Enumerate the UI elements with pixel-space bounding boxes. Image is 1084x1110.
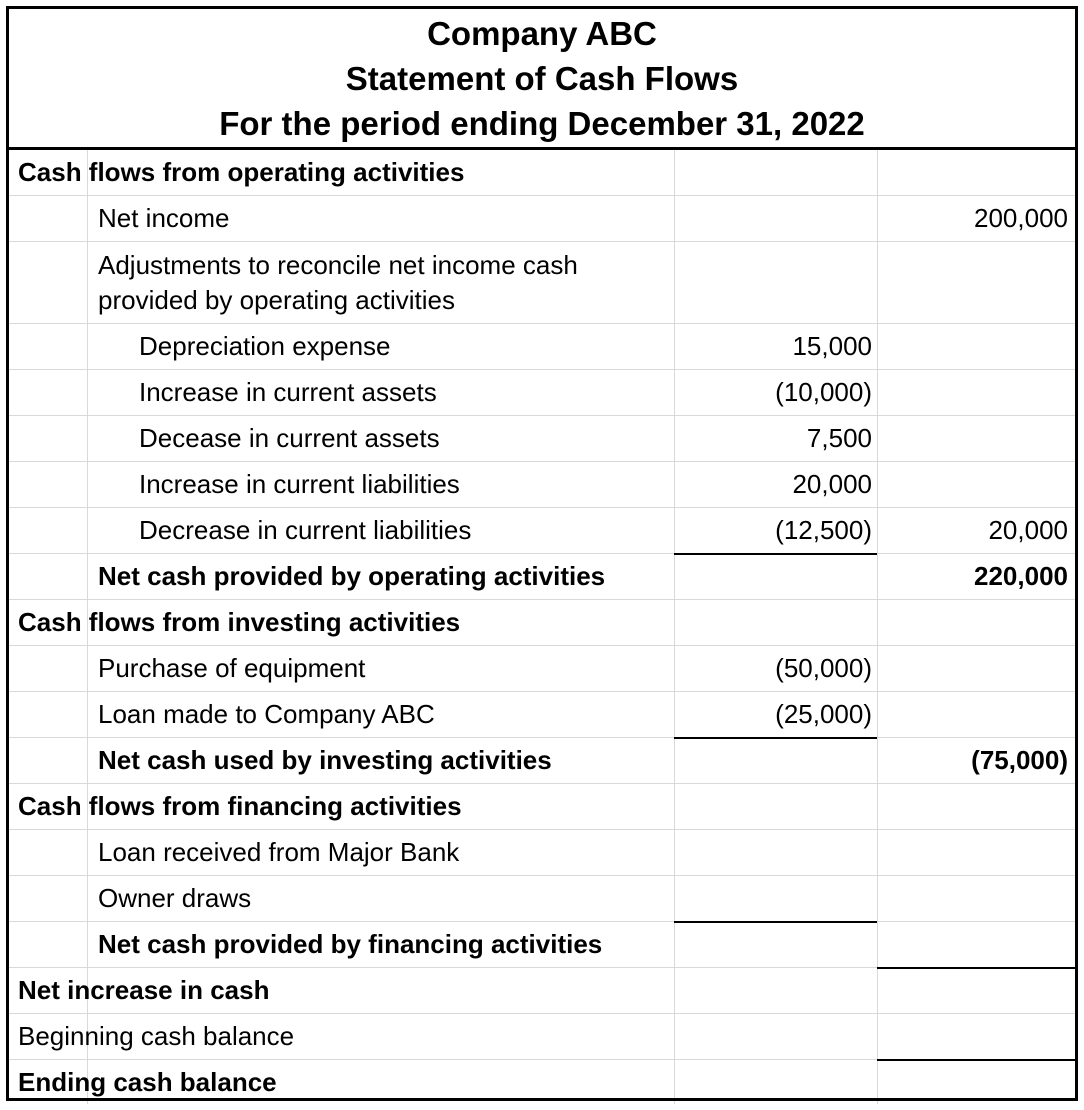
table-row-decrease-current-assets xyxy=(6,416,1078,462)
subtotal-underline xyxy=(674,921,877,923)
company-name: Company ABC xyxy=(427,14,657,52)
row-label: Net increase in cash xyxy=(18,975,270,1005)
table-row-decrease-current-liabilities xyxy=(6,508,1078,554)
table-row-owner-draws xyxy=(6,876,1078,922)
table-row-depreciation xyxy=(6,324,1078,370)
row-label: Cash flows from operating activities xyxy=(18,157,465,187)
detail-value: 15,000 xyxy=(792,331,872,361)
table-row-loan-made xyxy=(6,692,1078,738)
cash-flow-statement xyxy=(6,6,1078,1104)
table-row-beginning-balance xyxy=(6,1014,1078,1060)
row-label: Net cash provided by financing activities xyxy=(98,929,603,959)
detail-value: (25,000) xyxy=(775,699,872,729)
row-label: Owner draws xyxy=(98,883,252,913)
table-row-net-operating xyxy=(6,554,1078,600)
table-row-loan-received xyxy=(6,830,1078,876)
table-row-net-financing xyxy=(6,922,1078,968)
table-row-increase-current-liabilities xyxy=(6,462,1078,508)
subtotal-underline xyxy=(674,553,877,555)
table-row-purchase-equipment xyxy=(6,646,1078,692)
row-label: Loan made to Company ABC xyxy=(98,699,435,729)
total-value: (75,000) xyxy=(971,745,1068,775)
subtotal-underline xyxy=(877,1059,1075,1061)
total-value: 220,000 xyxy=(974,561,1068,591)
row-label: Cash flows from financing activities xyxy=(18,791,462,821)
detail-value: (10,000) xyxy=(775,377,872,407)
statement-period: For the period ending December 31, 2022 xyxy=(219,104,865,142)
statement-grid xyxy=(6,150,1078,1104)
statement-title: Statement of Cash Flows xyxy=(345,59,739,97)
row-label: Net income xyxy=(98,203,230,233)
subtotal-underline xyxy=(674,737,877,739)
table-row-ending-balance xyxy=(6,1060,1078,1104)
table-row-net-income xyxy=(6,196,1078,242)
row-label: Decease in current assets xyxy=(139,423,440,453)
row-label: Increase in current liabilities xyxy=(139,469,460,499)
section-heading-investing xyxy=(6,600,1078,646)
row-label: Cash flows from investing activities xyxy=(18,607,461,637)
total-value: 20,000 xyxy=(988,515,1068,545)
section-heading-financing xyxy=(6,784,1078,830)
row-label: Decrease in current liabilities xyxy=(139,515,472,545)
table-row-net-increase xyxy=(6,968,1078,1014)
row-label: Depreciation expense xyxy=(139,331,391,361)
subtotal-underline xyxy=(877,967,1075,969)
row-label: Adjustments to reconcile net income cash provided by operating activities xyxy=(98,249,578,315)
row-label: Net cash used by investing activities xyxy=(98,745,552,775)
detail-value: (12,500) xyxy=(775,515,872,545)
total-value: 200,000 xyxy=(974,203,1068,233)
detail-value: 20,000 xyxy=(792,469,872,499)
row-label: Beginning cash balance xyxy=(18,1021,295,1051)
section-heading-operating xyxy=(6,150,1078,196)
detail-value: 7,500 xyxy=(806,423,872,453)
row-label: Ending cash balance xyxy=(18,1066,277,1097)
row-label: Net cash provided by operating activities xyxy=(98,561,606,591)
table-row-adjustments xyxy=(6,242,1078,324)
table-row-increase-current-assets xyxy=(6,370,1078,416)
detail-value: (50,000) xyxy=(775,653,872,683)
row-label: Increase in current assets xyxy=(139,377,437,407)
table-row-net-investing xyxy=(6,738,1078,784)
row-label: Purchase of equipment xyxy=(98,653,366,683)
statement-header xyxy=(6,6,1078,150)
row-label: Loan received from Major Bank xyxy=(98,837,460,867)
